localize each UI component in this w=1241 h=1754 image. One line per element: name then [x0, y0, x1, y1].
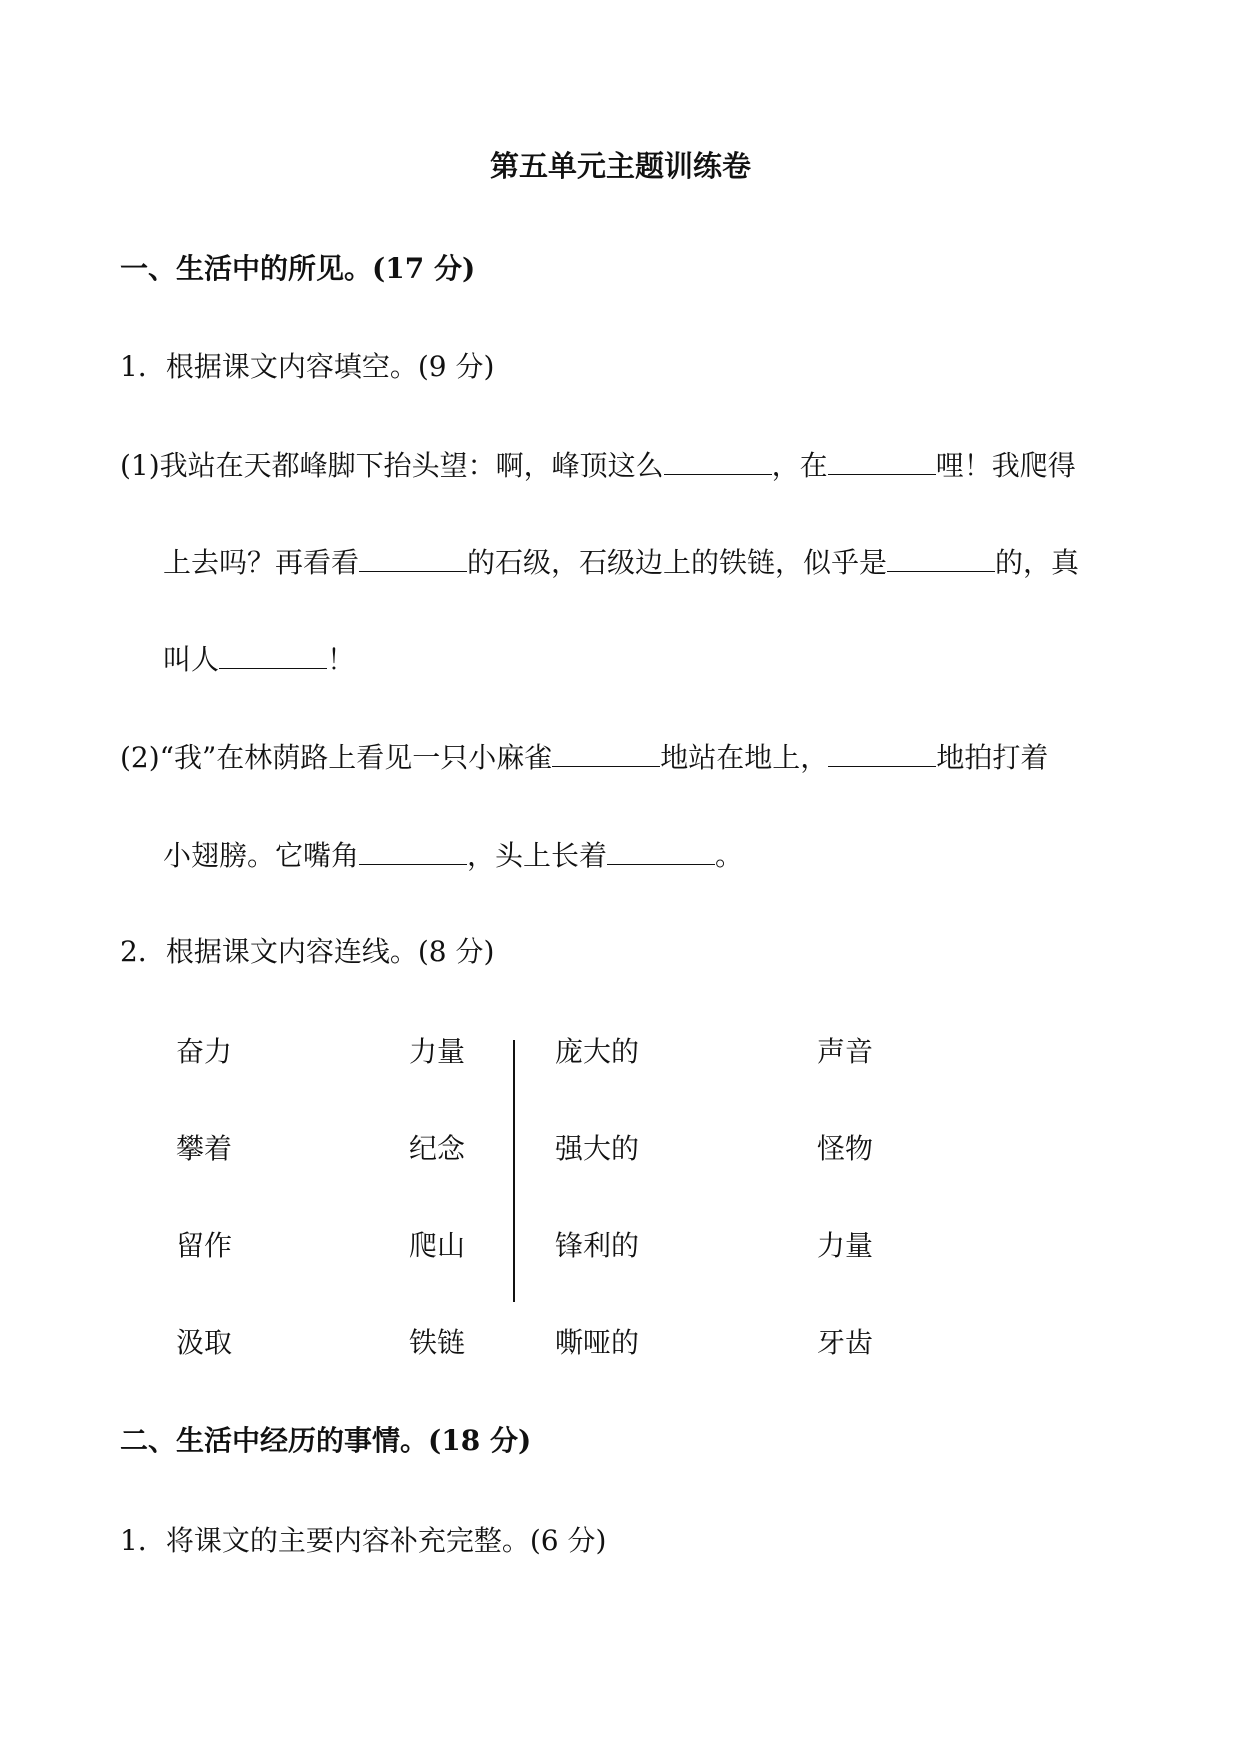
text-segment: 地拍打着: [936, 741, 1049, 774]
fill-item-1-line-3: [163, 644, 355, 674]
text-segment: 叫人: [163, 643, 220, 676]
text-segment: 地站在地上，: [660, 741, 829, 774]
fill-item-1-line-2: [163, 547, 1079, 577]
match-word: 铁链: [409, 1326, 466, 1359]
match-word: 汲取: [176, 1326, 233, 1359]
match-word: 力量: [409, 1035, 466, 1068]
text-segment: ，头上长着: [467, 839, 608, 872]
match-word: 庞大的: [555, 1035, 640, 1068]
text-segment: 。: [715, 839, 744, 872]
text-segment: 的，真: [995, 546, 1080, 579]
question-1-2-label: 2．根据课文内容连线。(8 分): [120, 935, 495, 968]
column-divider: [513, 1040, 515, 1302]
section-2-heading: 二、生活中经历的事情。(18 分): [120, 1424, 532, 1457]
text-segment: (2)“我”在林荫路上看见一只小麻雀: [120, 741, 553, 774]
blank: [664, 450, 772, 475]
text-segment: ！: [327, 643, 356, 676]
blank: [359, 547, 467, 572]
text-segment: 的石级，石级边上的铁链，似乎是: [467, 546, 888, 579]
blank: [828, 742, 936, 767]
question-1-1-label: 1．根据课文内容填空。(9 分): [120, 350, 495, 383]
match-word: 力量: [817, 1229, 874, 1262]
blank: [359, 840, 467, 865]
match-word: 奋力: [176, 1035, 233, 1068]
text-segment: 小翅膀。它嘴角: [163, 839, 360, 872]
match-word: 嘶哑的: [555, 1326, 640, 1359]
blank: [552, 742, 660, 767]
match-word: 声音: [817, 1035, 874, 1068]
fill-item-2-line-2: [163, 840, 743, 870]
page-title: 第五单元主题训练卷: [489, 149, 751, 183]
text-segment: ，在: [771, 449, 828, 482]
blank: [219, 644, 327, 669]
text-segment: 哩！我爬得: [935, 449, 1076, 482]
match-word: 牙齿: [817, 1326, 874, 1359]
text-segment: 上去吗？再看看: [163, 546, 360, 579]
blank: [828, 450, 936, 475]
match-word: 纪念: [409, 1132, 466, 1165]
match-word: 留作: [176, 1229, 233, 1262]
section-1-heading: 一、生活中的所见。(17 分): [120, 252, 476, 285]
match-word: 锋利的: [555, 1229, 640, 1262]
text-segment: (1)我站在天都峰脚下抬头望：啊，峰顶这么: [120, 449, 664, 482]
match-word: 怪物: [817, 1132, 874, 1165]
fill-item-2-line-1: [120, 742, 1048, 772]
match-word: 攀着: [176, 1132, 233, 1165]
fill-item-1-line-1: [120, 450, 1076, 480]
match-word: 爬山: [409, 1229, 466, 1262]
blank: [607, 840, 715, 865]
blank: [887, 547, 995, 572]
match-word: 强大的: [555, 1132, 640, 1165]
question-2-1-label: 1．将课文的主要内容补充完整。(6 分): [120, 1524, 607, 1557]
